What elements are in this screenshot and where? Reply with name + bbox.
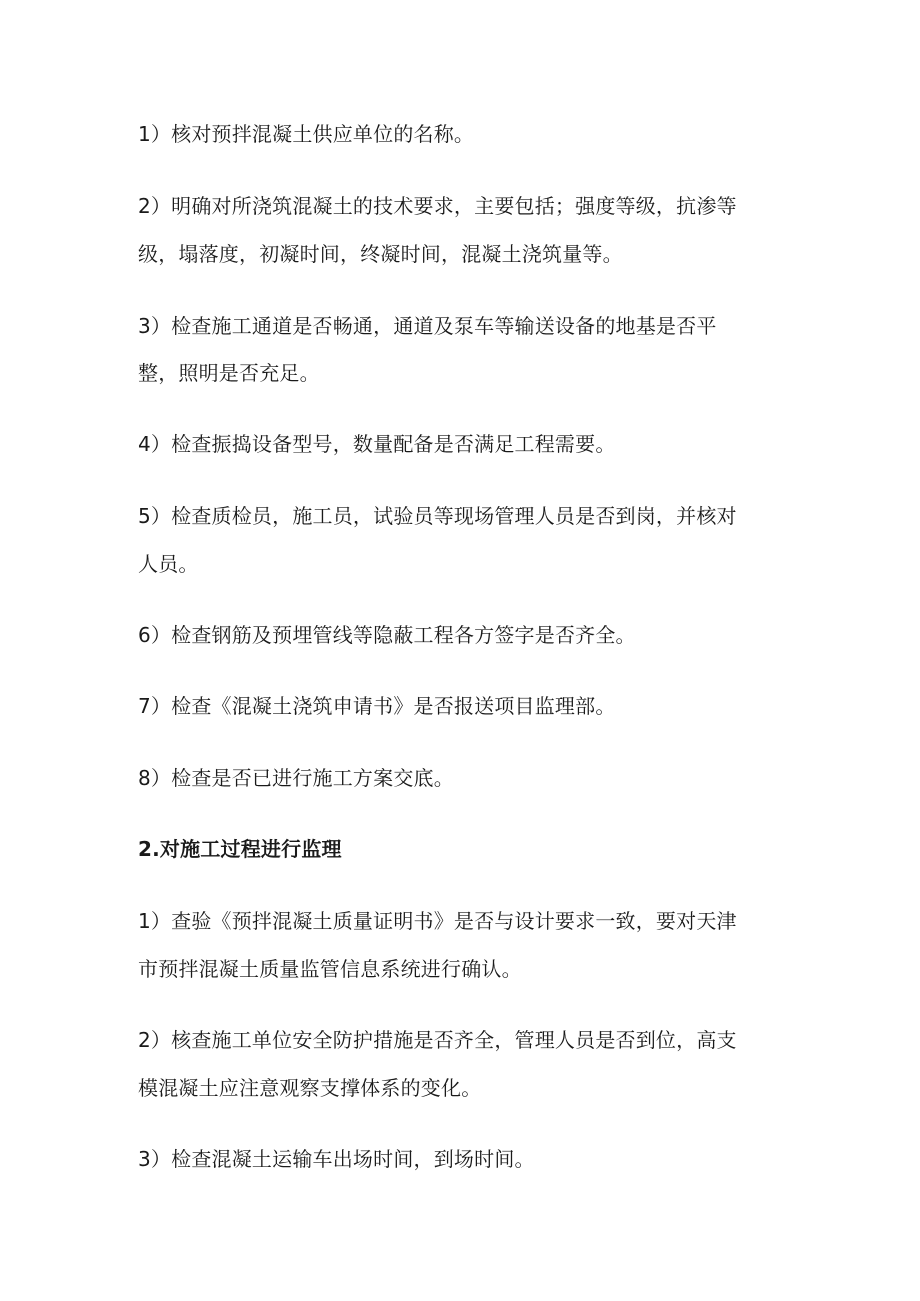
paragraph-line: 8）检查是否已进行施工方案交底。 [138, 766, 454, 790]
paragraph-line: 6）检查钢筋及预埋管线等隐蔽工程各方签字是否齐全。 [138, 623, 636, 647]
paragraph-line: 3）检查混凝土运输车出场时间，到场时间。 [138, 1147, 535, 1171]
paragraph-line: 1）核对预拌混凝土供应单位的名称。 [138, 122, 475, 146]
paragraph-line: 3）检查施工通道是否畅通，通道及泵车等输送设备的地基是否平 [138, 314, 717, 338]
paragraph-line: 7）检查《混凝土浇筑申请书》是否报送项目监理部。 [138, 694, 616, 718]
paragraph-line: 级，塌落度，初凝时间，终凝时间，混凝土浇筑量等。 [138, 242, 623, 266]
paragraph-line: 2）核查施工单位安全防护措施是否齐全，管理人员是否到位，高支 [138, 1028, 737, 1052]
section-heading: 2.对施工过程进行监理 [138, 837, 342, 861]
paragraph-line: 1）查验《预拌混凝土质量证明书》是否与设计要求一致，要对天津 [138, 909, 737, 933]
paragraph-line: 4）检查振捣设备型号，数量配备是否满足工程需要。 [138, 432, 616, 456]
paragraph-line: 整，照明是否充足。 [138, 361, 320, 385]
paragraph-line: 模混凝土应注意观察支撑体系的变化。 [138, 1076, 482, 1100]
paragraph-line: 5）检查质检员，施工员，试验员等现场管理人员是否到岗，并核对 [138, 504, 737, 528]
paragraph-line: 人员。 [138, 552, 199, 576]
paragraph-line: 市预拌混凝土质量监管信息系统进行确认。 [138, 957, 522, 981]
paragraph-line: 2）明确对所浇筑混凝土的技术要求，主要包括；强度等级，抗渗等 [138, 194, 737, 218]
